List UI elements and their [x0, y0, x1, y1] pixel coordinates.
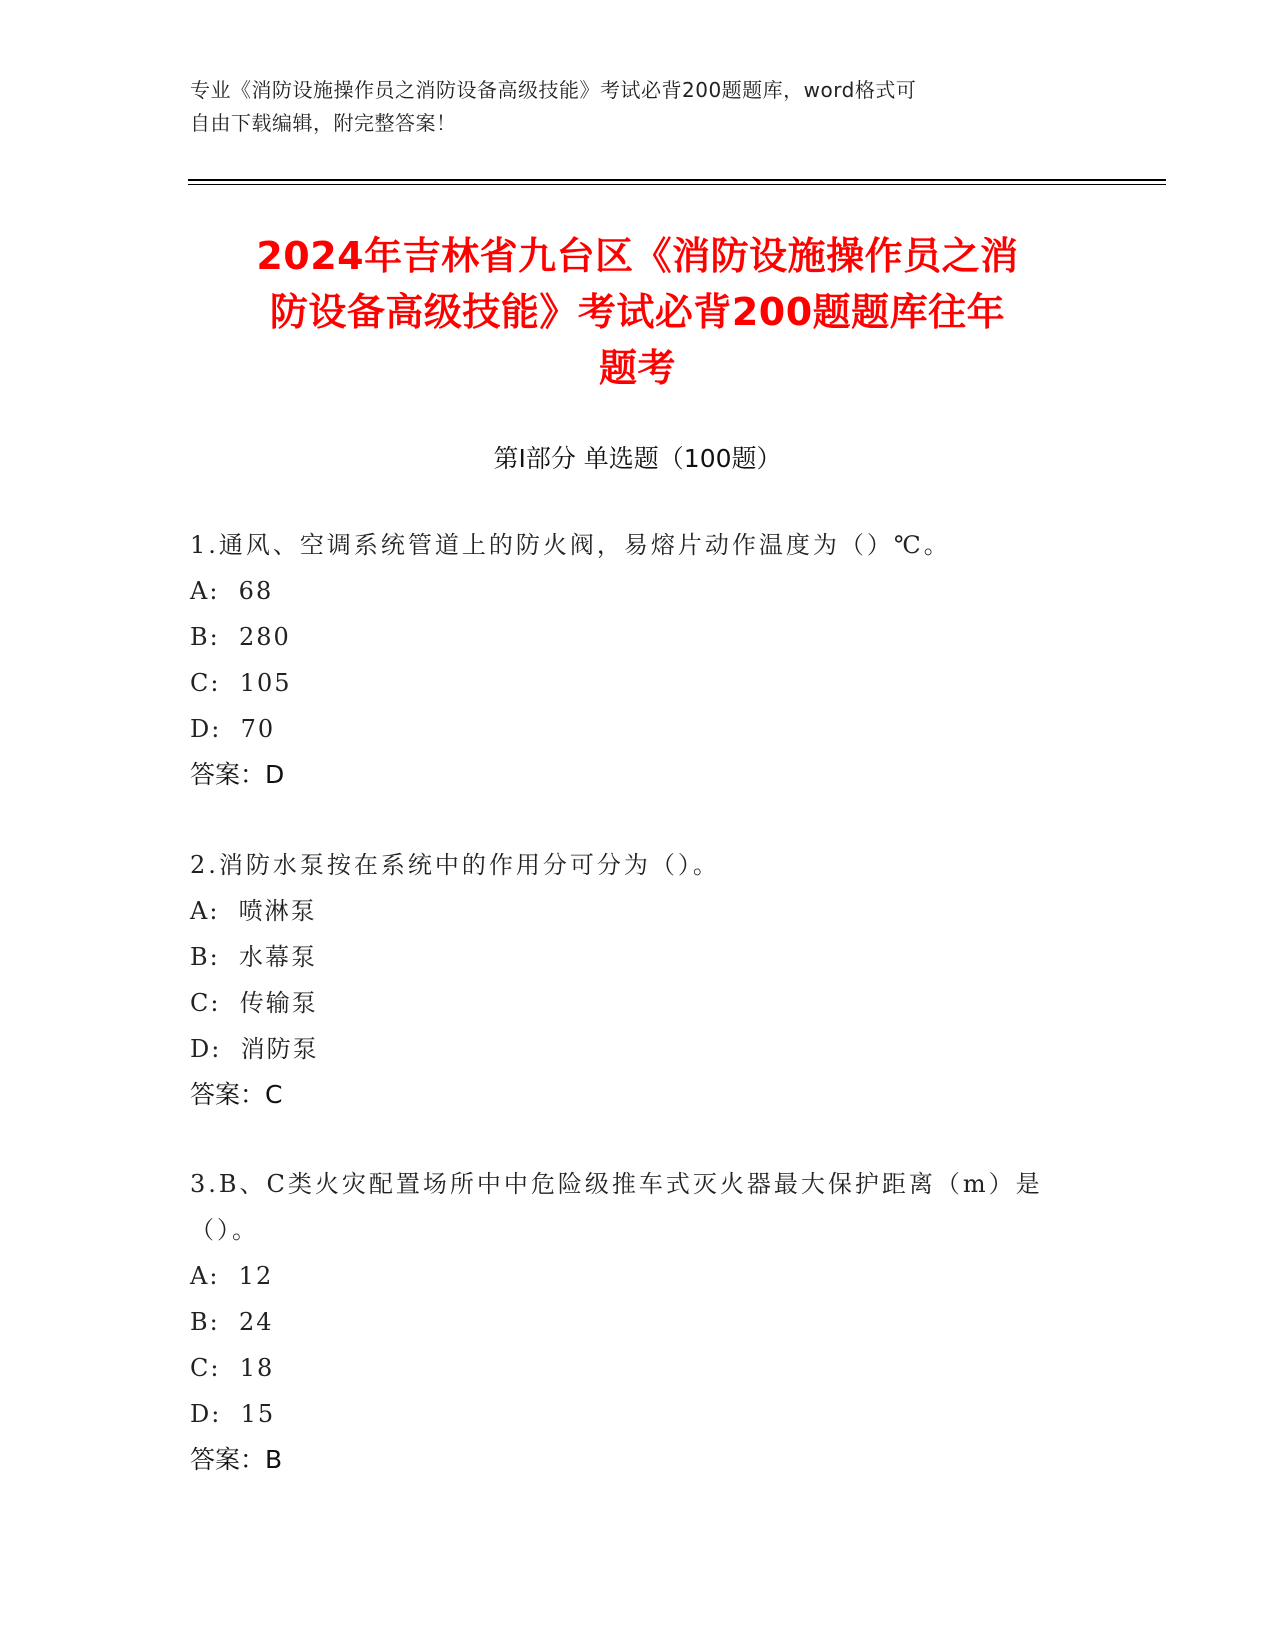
answer-line: 答案：D [190, 760, 285, 789]
option-b: B: 280 [190, 623, 291, 651]
question-stem: 3.B、C类火灾配置场所中中危险级推车式灭火器最大保护距离（m）是 [190, 1170, 1043, 1198]
option-a: A: 68 [190, 577, 274, 605]
question-stem-continued: （）。 [190, 1216, 259, 1244]
header-note-line: 专业《消防设施操作员之消防设备高级技能》考试必背200题题库，word格式可 [190, 78, 917, 102]
option-a: A: 喷淋泵 [190, 897, 317, 925]
header-divider-thick [188, 179, 1166, 181]
header-note [190, 74, 1090, 140]
option-a: A: 12 [190, 1262, 274, 1290]
option-c: C: 18 [190, 1354, 275, 1382]
title-line: 题考 [598, 346, 676, 390]
question-item [190, 1161, 1090, 1483]
answer-line: 答案：C [190, 1080, 283, 1109]
title-line: 2024年吉林省九台区《消防设施操作员之消 [256, 234, 1019, 278]
question-item [190, 842, 1090, 1118]
section-heading: 第Ⅰ部分 单选题（100题） [493, 444, 782, 473]
option-d: D: 70 [190, 715, 276, 743]
question-stem: 1.通风、空调系统管道上的防火阀，易熔片动作温度为（）℃。 [190, 531, 951, 559]
answer-line: 答案：B [190, 1445, 283, 1474]
option-b: B: 24 [190, 1308, 274, 1336]
option-d: D: 消防泵 [190, 1035, 319, 1063]
question-stem: 2.消防水泵按在系统中的作用分可分为（）。 [190, 851, 720, 879]
option-d: D: 15 [190, 1400, 276, 1428]
header-note-line: 自由下载编辑，附完整答案！ [190, 111, 457, 135]
document-title [160, 228, 1115, 396]
title-line: 防设备高级技能》考试必背200题题库往年 [269, 290, 1006, 334]
option-c: C: 传输泵 [190, 989, 318, 1017]
option-b: B: 水幕泵 [190, 943, 317, 971]
option-c: C: 105 [190, 669, 292, 697]
header-divider-thin [188, 184, 1166, 185]
question-item [190, 522, 1090, 798]
